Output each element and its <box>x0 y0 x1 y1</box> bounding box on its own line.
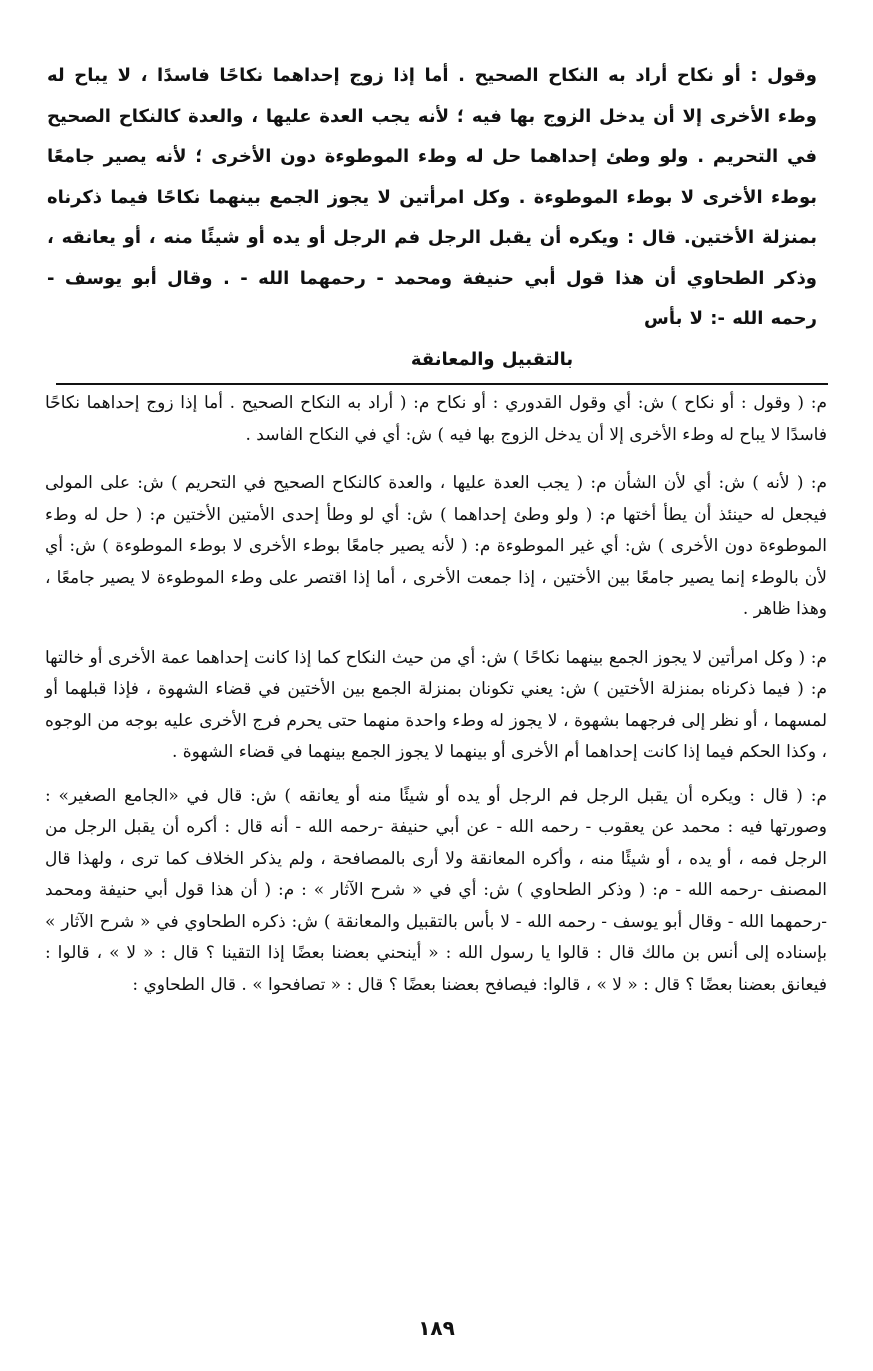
commentary-text: ( وكل امرأتين لا يجوز الجمع بينهما نكاحًا ) ش: أي من حيث النكاح كما إذا كانت إحداهما عمة الأخرى أو خالتها م: ( فيما ذكرناه بمنزلة الأختين ) ش: يعني تكونان بمنزلة الجمع بين الأختين في قضاء الشهوة ، فإذا قبلهما أو لمسهما ، أو نظر إلى فرجهما بشهوة ، لا يجوز له وطء واحدة منهما حتى يحرم فرج الأخرى عليه بوجه من الوجوه ، وكذا الحكم فيما إذا كانت إحداهما أم الأخرى أو بينهما لا يجوز الجمع بينهما في قضاء الشهوة . <box>45 647 827 762</box>
commentary-paragraph <box>45 643 827 769</box>
main-text-last-line: بالتقبيل والمعانقة <box>410 348 574 370</box>
page-number: ١٨٩ <box>418 1316 455 1340</box>
commentary-marker: م: <box>803 473 827 493</box>
commentary-text: ( قال : ويكره أن يقبل الرجل فم الرجل أو يده أو شيئًا منه أو يعانقه ) ش: قال في «الجامع الصغير» : وصورتها فيه : محمد عن يعقوب - رحمه الله - عن أبي حنيفة -رحمه الله - أنه قال : أكره أن يقبل الرجل من الرجل فمه ، أو يده ، أو شيئًا منه ، وأكره المعانقة ولا أرى بالمصافحة ، ولم يذكر الخلاف كما ترى ، ولهذا قال المصنف -رحمه الله - م: ( وذكر الطحاوي ) ش: أي في « شرح الآثار » : م: ( أن هذا قول أبي حنيفة ومحمد -رحمهما الله - وقال أبو يوسف - رحمه الله - لا بأس بالتقبيل والمعانقة ) ش: ذكره الطحاوي في « شرح الآثار » بإسناده إلى أنس بن مالك قال : قالوا يا رسول الله : « أينحني بعضنا بعضًا إذا التقينا ؟ قال : « لا » ، قالوا : فيعانق بعضنا بعضًا ؟ قال : « لا » ، قالوا: فيصافح بعضنا بعضًا ؟ قال : « تصافحوا » . قال الطحاوي : <box>45 785 827 995</box>
commentary-block <box>45 388 827 1018</box>
commentary-marker: م: <box>805 647 827 668</box>
commentary-paragraph <box>45 468 827 626</box>
commentary-text: ( لأنه ) ش: أي لأن الشأن م: ( يجب العدة عليها ، والعدة كالنكاح الصحيح في التحريم ) ش: على المولى فيجعل له حينئذ أن يطأ أختها م: ( ولو وطئ إحداهما ) ش: أي لو وطأ إحدى الأمتين الأختين م: ( حل له وطء الموطوءة دون الأخرى ) ش: أي غير الموطوءة م: ( لأنه يصير جامعًا بوطء الأخرى لا بوطء الموطوءة ) ش: أي لأن بالوطء إنما يصير جامعًا بين الأختين ، إذا جمعت الأخرى ، أما إذا اقتصر على وطء الموطوءة لا يصير جامعًا ، وهذا ظاهر . <box>45 473 827 619</box>
commentary-marker: م: <box>804 393 827 413</box>
footnote-divider <box>56 383 828 385</box>
main-text-paragraph: وقول : أو نكاح أراد به النكاح الصحيح . أما إذا زوج إحداهما نكاحًا فاسدًا ، لا يباح له وطء الأخرى إلا أن يدخل الزوج بها فيه ؛ لأنه يجب العدة عليها ، والعدة كالنكاح الصحيح في التحريم . ولو وطئ إحداهما حل له وطء الموطوءة دون الأخرى ؛ لأنه يصير جامعًا بوطء الأخرى لا بوطء الموطوءة . وكل امرأتين لا يجوز الجمع بينهما نكاحًا فيما ذكرناه بمنزلة الأختين. قال : ويكره أن يقبل الرجل فم الرجل أو يده أو شيئًا منه ، أو يعانقه ، وذكر الطحاوي أن هذا قول أبي حنيفة ومحمد - رحمهما الله - . وقال أبو يوسف - رحمه الله -: لا بأس <box>47 65 817 329</box>
main-text-block <box>47 56 817 380</box>
commentary-paragraph <box>45 388 827 451</box>
commentary-paragraph <box>45 781 827 1002</box>
commentary-text: ( وقول : أو نكاح ) ش: أي وقول القدوري : أو نكاح م: ( أراد به النكاح الصحيح . أما إذا زوج إحداهما نكاحًا فاسدًا لا يباح له وطء الأخرى إلا أن يدخل الزوج بها فيه ) ش: أي في النكاح الفاسد . <box>45 393 827 445</box>
commentary-marker: م: <box>802 785 827 806</box>
